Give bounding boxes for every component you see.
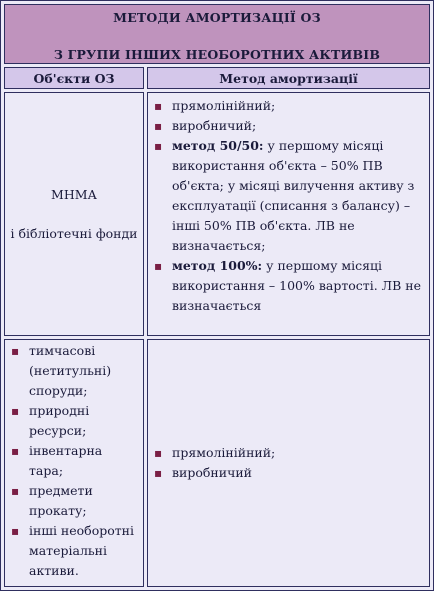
bullet-icon: ▪ (154, 139, 163, 153)
list-item: ▪ інші необоротні матеріальні активи. (11, 523, 134, 578)
bullet-icon: ▪ (11, 444, 20, 458)
bullet-icon: ▪ (11, 524, 20, 538)
table-title (4, 4, 430, 64)
bullet-icon: ▪ (154, 119, 163, 133)
list-item: ▪ метод 50/50: у першому місяці використання об'єкта – 50% ПВ об'єкта; у місяці вилучення активу з експлуатації (списання з балансу) – інші 50% ПВ об'єкта. ЛВ не визначається; (154, 138, 415, 253)
row1-methods-list (148, 96, 429, 316)
row2-objects-list (5, 341, 143, 581)
title-line-1: МЕТОДИ АМОРТИЗАЦІЇ ОЗ (113, 10, 321, 25)
bullet-icon: ▪ (154, 466, 163, 480)
row1-objects-cell (4, 92, 144, 336)
row2-objects-cell (4, 339, 144, 587)
method-50-50-term: метод 50/50: (172, 138, 264, 153)
row1-methods-cell (147, 92, 430, 336)
list-item: ▪ виробничий (148, 463, 423, 483)
title-line-2: З ГРУПИ ІНШИХ НЕОБОРОТНИХ АКТИВІВ (53, 47, 381, 62)
amortization-methods-table (1, 1, 433, 590)
bullet-icon: ▪ (11, 404, 20, 418)
list-item: ▪ інвентарна тара; (11, 443, 103, 478)
row2-methods-list (148, 443, 429, 483)
list-item: ▪ природні ресурси; (11, 403, 90, 438)
list-item: ▪ виробничий; (148, 116, 423, 136)
bullet-icon: ▪ (154, 99, 163, 113)
list-item: ▪ прямолінійний; (148, 443, 423, 463)
list-item: ▪ метод 100%: у першому місяці використання – 100% вартості. ЛВ не визначається (154, 258, 421, 313)
list-item: ▪ прямолінійний; (148, 96, 423, 116)
list-item: ▪ предмети прокату; (11, 483, 93, 518)
header-objects: Об'єкти ОЗ (4, 67, 144, 89)
bullet-icon: ▪ (154, 259, 163, 273)
bullet-icon: ▪ (154, 446, 163, 460)
bullet-icon: ▪ (11, 344, 20, 358)
header-method: Метод амортизації (147, 67, 430, 89)
bullet-icon: ▪ (11, 484, 20, 498)
row2-methods-cell (147, 339, 430, 587)
row1-object-line-2: і бібліотечні фонди (10, 225, 138, 241)
method-100-term: метод 100%: (172, 258, 263, 273)
list-item: ▪ тимчасові (нетитульні) споруди; (11, 343, 112, 398)
row1-object-line-1: МНМА (51, 186, 97, 202)
